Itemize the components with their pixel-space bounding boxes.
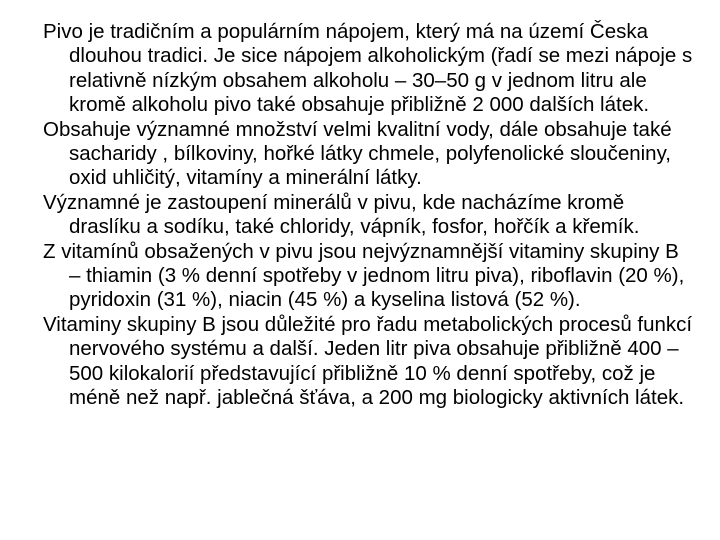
paragraph-minerals: Významné je zastoupení minerálů v pivu, kde nacházíme kromě draslíku a sodíku, také chloridy, vápník, fosfor, hořčík a křemík. [43,190,640,239]
paragraph-beer-tradition: Pivo je tradičním a populárním nápojem, který má na území Česka dlouhou tradici. Je sice nápojem alkoholickým (řadí se mezi nápoje s relativně nízkým obsahem alkoholu – 30–50 g v jednom litru ale kromě alkoholu pivo také obsahuje přibližně 2 000 dalších látek. [43,20,693,117]
paragraph-beer-contents: Obsahuje významné množství velmi kvalitní vody, dále obsahuje také sacharidy , bílkoviny, hořké látky chmele, polyfenolické sloučeniny, oxid uhličitý, vitamíny a minerální látky. [43,117,672,190]
paragraph-vitamins: Z vitamínů obsažených v pivu jsou nejvýznamnější vitaminy skupiny B – thiamin (3 % denní spotřeby v jednom litru piva), riboflavin (20 %), pyridoxin (31 %), niacin (45 %) a kyselina listová (52 %). [43,239,685,312]
paragraph-vitamin-b-importance: Vitaminy skupiny B jsou důležité pro řadu metabolických procesů funkcí nervového systému a další. Jeden litr piva obsahuje přibližně 400 – 500 kilokalorií představující přibližně 10 % denní spotřeby, což je méně než např. jablečná šťáva, a 200 mg biologicky aktivních látek. [43,312,693,410]
slide-text-body [43,20,693,411]
